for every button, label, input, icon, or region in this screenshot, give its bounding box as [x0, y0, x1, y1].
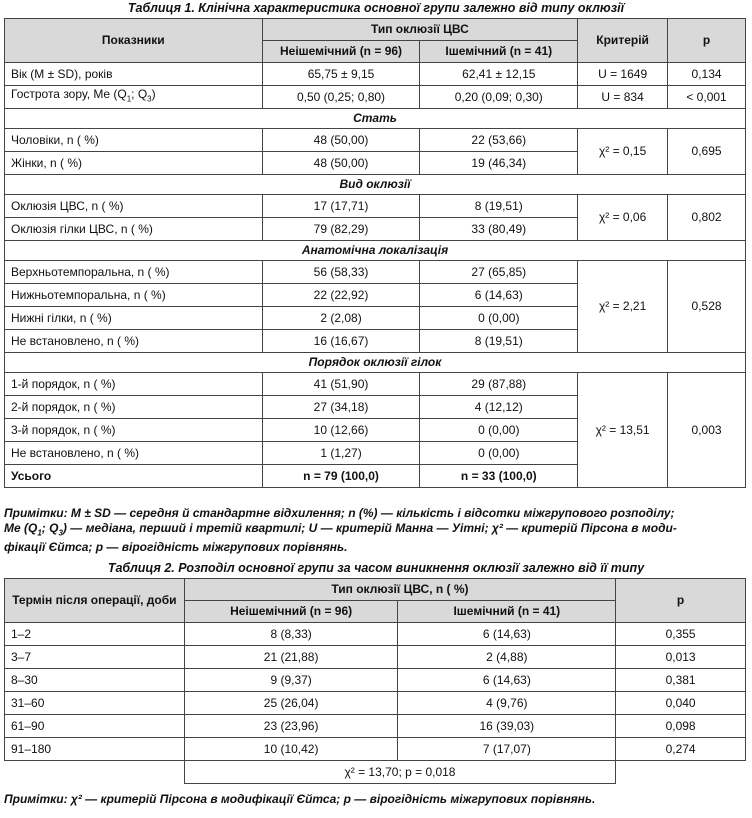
section-sex: Стать: [5, 109, 746, 129]
table2: [4, 578, 746, 784]
table-row: [5, 63, 746, 86]
cell-p: 0,134: [668, 63, 746, 86]
cell-p: 0,695: [668, 129, 746, 175]
cell-ischemic: 62,41 ± 12,15: [420, 63, 578, 86]
cell-nonischemic: n = 79 (100,0): [262, 465, 420, 488]
cell-nonischemic: 16 (16,67): [262, 330, 420, 353]
row-label: Усього: [5, 465, 263, 488]
cell-p: 0,381: [616, 669, 746, 692]
cell-ischemic: 6 (14,63): [398, 669, 616, 692]
cell-p: 0,040: [616, 692, 746, 715]
cell-term: 3–7: [5, 646, 185, 669]
table2-caption: Таблиця 2. Розподіл основної групи за часом виникнення оклюзії залежно від її типу: [107, 561, 645, 575]
row-label: Верхньотемпоральна, n ( %): [5, 261, 263, 284]
cell-p: 0,003: [668, 373, 746, 488]
table-row: [5, 373, 746, 396]
cell-nonischemic: 25 (26,04): [184, 692, 398, 715]
cell-nonischemic: 27 (34,18): [262, 396, 420, 419]
cell-p: 0,802: [668, 195, 746, 241]
cell-nonischemic: 17 (17,71): [262, 195, 420, 218]
notes-line: фікації Єйтса; p — вірогідність міжгрупових порівнянь.: [4, 540, 348, 555]
cell-nonischemic: 1 (1,27): [262, 442, 420, 465]
table-row: [5, 738, 746, 761]
cell-nonischemic: 22 (22,92): [262, 284, 420, 307]
cell-ischemic: 27 (65,85): [420, 261, 578, 284]
cell-ischemic: 6 (14,63): [398, 623, 616, 646]
header-p: p: [668, 19, 746, 63]
cell-criterion: U = 1649: [578, 63, 668, 86]
row-label: 3-й порядок, n ( %): [5, 419, 263, 442]
notes-line: Примітки: M ± SD — середня й стандартне відхилення; n (%) — кількість і відсотки міжгрупового розподілу;: [4, 506, 675, 520]
cell-ischemic: 29 (87,88): [420, 373, 578, 396]
header-nonischemic: Неішемічний (n = 96): [262, 41, 420, 63]
row-label: Чоловіки, n ( %): [5, 129, 263, 152]
cell-ischemic: 0 (0,00): [420, 442, 578, 465]
cell-term: 1–2: [5, 623, 185, 646]
cell-ischemic: 6 (14,63): [420, 284, 578, 307]
cell-p: < 0,001: [668, 86, 746, 109]
table1: [4, 18, 746, 488]
cell-nonischemic: 10 (10,42): [184, 738, 398, 761]
cell-ischemic: 7 (17,07): [398, 738, 616, 761]
header-p: p: [616, 579, 746, 623]
table1-notes: [4, 506, 750, 555]
cell-nonischemic: 65,75 ± 9,15: [262, 63, 420, 86]
table-row: [5, 715, 746, 738]
row-label: Вік (M ± SD), років: [5, 63, 263, 86]
cell-nonischemic: 8 (8,33): [184, 623, 398, 646]
header-criterion: Критерій: [578, 19, 668, 63]
row-label: Не встановлено, n ( %): [5, 330, 263, 353]
table-row: [5, 692, 746, 715]
cell-ischemic: n = 33 (100,0): [420, 465, 578, 488]
row-label: Не встановлено, n ( %): [5, 442, 263, 465]
cell-nonischemic: 10 (12,66): [262, 419, 420, 442]
section-anatomic-localization: Анатомічна локалізація: [5, 241, 746, 261]
cell-p: 0,528: [668, 261, 746, 353]
cell-ischemic: 0,20 (0,09; 0,30): [420, 86, 578, 109]
row-label: Оклюзія гілки ЦВС, n ( %): [5, 218, 263, 241]
cell-nonischemic: 79 (82,29): [262, 218, 420, 241]
row-label: 2-й порядок, n ( %): [5, 396, 263, 419]
table-row: [5, 646, 746, 669]
cell-nonischemic: 48 (50,00): [262, 152, 420, 175]
header-occlusion-type: Тип оклюзії ЦВС: [262, 19, 578, 41]
table2-notes: Примітки: χ² — критерій Пірсона в модифікації Єйтса; p — вірогідність міжгрупових порівнянь.: [4, 792, 596, 806]
cell-nonischemic: 56 (58,33): [262, 261, 420, 284]
row-label: 1-й порядок, n ( %): [5, 373, 263, 396]
summary-statistic: χ² = 13,70; p = 0,018: [184, 761, 615, 784]
cell-ischemic: 0 (0,00): [420, 307, 578, 330]
row-label: Нижньотемпоральна, n ( %): [5, 284, 263, 307]
cell-term: 8–30: [5, 669, 185, 692]
cell-nonischemic: 23 (23,96): [184, 715, 398, 738]
cell-nonischemic: 2 (2,08): [262, 307, 420, 330]
section-occlusion-kind: Вид оклюзії: [5, 175, 746, 195]
table-row: [5, 86, 746, 109]
table-row: [5, 195, 746, 218]
cell-criterion: χ² = 0,15: [578, 129, 668, 175]
cell-p: 0,098: [616, 715, 746, 738]
header-ischemic: Ішемічний (n = 41): [420, 41, 578, 63]
cell-nonischemic: 0,50 (0,25; 0,80): [262, 86, 420, 109]
cell-term: 31–60: [5, 692, 185, 715]
row-label: Нижні гілки, n ( %): [5, 307, 263, 330]
cell-criterion: U = 834: [578, 86, 668, 109]
cell-ischemic: 16 (39,03): [398, 715, 616, 738]
table-row: [5, 623, 746, 646]
empty-cell: [5, 761, 185, 784]
header-nonischemic: Неішемічний (n = 96): [184, 601, 398, 623]
section-branch-order: Порядок оклюзії гілок: [5, 353, 746, 373]
cell-ischemic: 4 (9,76): [398, 692, 616, 715]
cell-ischemic: 22 (53,66): [420, 129, 578, 152]
cell-term: 91–180: [5, 738, 185, 761]
cell-nonischemic: 48 (50,00): [262, 129, 420, 152]
cell-nonischemic: 21 (21,88): [184, 646, 398, 669]
cell-p: 0,013: [616, 646, 746, 669]
row-label: Жінки, n ( %): [5, 152, 263, 175]
table-row: [5, 261, 746, 284]
cell-ischemic: 8 (19,51): [420, 330, 578, 353]
table-row: [5, 129, 746, 152]
cell-ischemic: 2 (4,88): [398, 646, 616, 669]
cell-ischemic: 33 (80,49): [420, 218, 578, 241]
header-occlusion-type: Тип оклюзії ЦВС, n ( %): [184, 579, 615, 601]
table-row-summary: [5, 761, 746, 784]
cell-nonischemic: 41 (51,90): [262, 373, 420, 396]
notes-line: Me ($Q_1$; $Q_3$) — медіана, перший і третій квартилі; U — критерій Манна — Уітні; χ² — критерій Пірсона в моди-: [4, 521, 677, 538]
table-row: [5, 669, 746, 692]
table1-caption: Таблиця 1. Клінічна характеристика основної групи залежно від типу оклюзії: [127, 1, 625, 15]
header-indicators: Показники: [5, 19, 263, 63]
cell-term: 61–90: [5, 715, 185, 738]
cell-p: 0,274: [616, 738, 746, 761]
cell-ischemic: 8 (19,51): [420, 195, 578, 218]
row-label: Оклюзія ЦВС, n ( %): [5, 195, 263, 218]
cell-p: 0,355: [616, 623, 746, 646]
header-term: Термін після операції, доби: [5, 579, 185, 623]
header-ischemic: Ішемічний (n = 41): [398, 601, 616, 623]
cell-criterion: χ² = 13,51: [578, 373, 668, 488]
cell-nonischemic: 9 (9,37): [184, 669, 398, 692]
row-label: Гострота зору, Me ($Q_1$; $Q_3$): [5, 86, 263, 109]
cell-criterion: χ² = 2,21: [578, 261, 668, 353]
empty-cell: [616, 761, 746, 784]
cell-criterion: χ² = 0,06: [578, 195, 668, 241]
cell-ischemic: 19 (46,34): [420, 152, 578, 175]
cell-ischemic: 0 (0,00): [420, 419, 578, 442]
cell-ischemic: 4 (12,12): [420, 396, 578, 419]
